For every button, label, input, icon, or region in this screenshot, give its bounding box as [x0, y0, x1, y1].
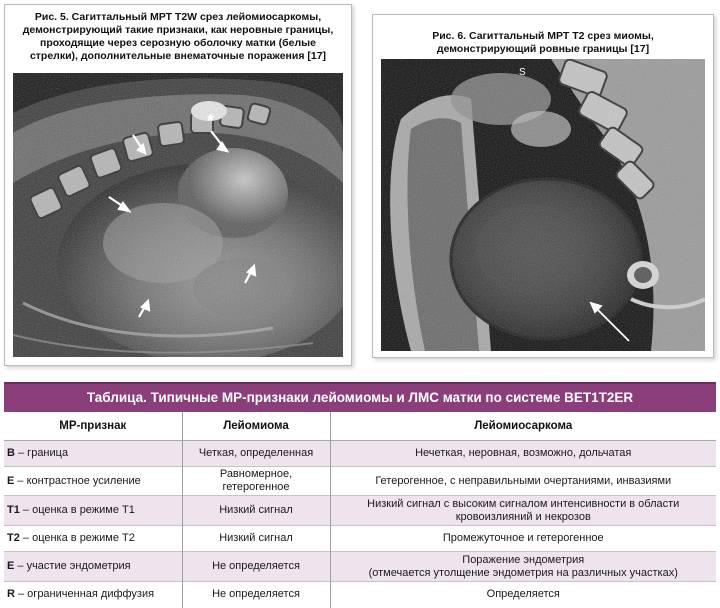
figure-5-caption: Рис. 5. Сагиттальный МРТ T2W срез лейомиосаркомы, демонстрирующий такие признаки, как неровные границы, проходящие через серозную оболочку матки (белые стрелки), дополнительные внематочные поражения [17]: [22, 11, 334, 62]
table-row: [4, 467, 716, 496]
feature-cell: E – участие эндометрия: [4, 552, 182, 582]
table-row: [4, 496, 716, 526]
figure-6-caption: Рис. 6. Сагиттальный МРТ T2 срез миомы, демонстрирующий ровные границы [17]: [432, 30, 654, 55]
table-row: [4, 552, 716, 582]
asterisk-marker: *: [207, 111, 215, 131]
figure-6-mri-image: [381, 59, 705, 351]
lms-cell: Промежуточное и гетерогенное: [330, 526, 716, 552]
mri-sagittal-myoma-svg: [381, 59, 705, 351]
figure-5: [4, 4, 352, 366]
feature-cell: T2 – оценка в режиме Т2: [4, 526, 182, 552]
header-mr-feature: МР-признак: [4, 412, 182, 441]
lms-cell: Поражение эндометрия (отмечается утолщение эндометрия на различных участках): [330, 552, 716, 582]
feature-cell: T1 – оценка в режиме Т1: [4, 496, 182, 526]
table-header-row: [4, 412, 716, 441]
feature-cell: B – граница: [4, 441, 182, 467]
lms-cell: Низкий сигнал с высоким сигналом интенсивности в области кровоизлияний и некрозов: [330, 496, 716, 526]
header-leiomyosarcoma: Лейомиосаркома: [330, 412, 716, 441]
table-row: [4, 582, 716, 608]
table-title: Таблица. Типичные МР-признаки лейомиомы и ЛМС матки по системе BET1T2ER: [4, 382, 716, 412]
s-marker: S: [519, 67, 526, 78]
leiomyoma-cell: Низкий сигнал: [182, 496, 330, 526]
lms-cell: Определяется: [330, 582, 716, 608]
leiomyoma-cell: Низкий сигнал: [182, 526, 330, 552]
leiomyoma-cell: Не определяется: [182, 552, 330, 582]
header-leiomyoma: Лейомиома: [182, 412, 330, 441]
mri-sagittal-lms-svg: [13, 73, 343, 357]
table-row: [4, 526, 716, 552]
leiomyoma-cell: Не определяется: [182, 582, 330, 608]
lms-cell: Нечеткая, неровная, возможно, дольчатая: [330, 441, 716, 467]
figure-6: [372, 14, 714, 358]
figure-5-mri-image: [13, 73, 343, 357]
feature-cell: R – ограниченная диффузия: [4, 582, 182, 608]
feature-cell: E – контрастное усиление: [4, 467, 182, 496]
table-row: [4, 441, 716, 467]
leiomyoma-cell: Равномерное, гетерогенное: [182, 467, 330, 496]
lms-cell: Гетерогенное, с неправильными очертаниями, инвазиями: [330, 467, 716, 496]
mr-features-table-block: [4, 382, 716, 608]
leiomyoma-cell: Четкая, определенная: [182, 441, 330, 467]
mr-features-table: [4, 412, 716, 608]
